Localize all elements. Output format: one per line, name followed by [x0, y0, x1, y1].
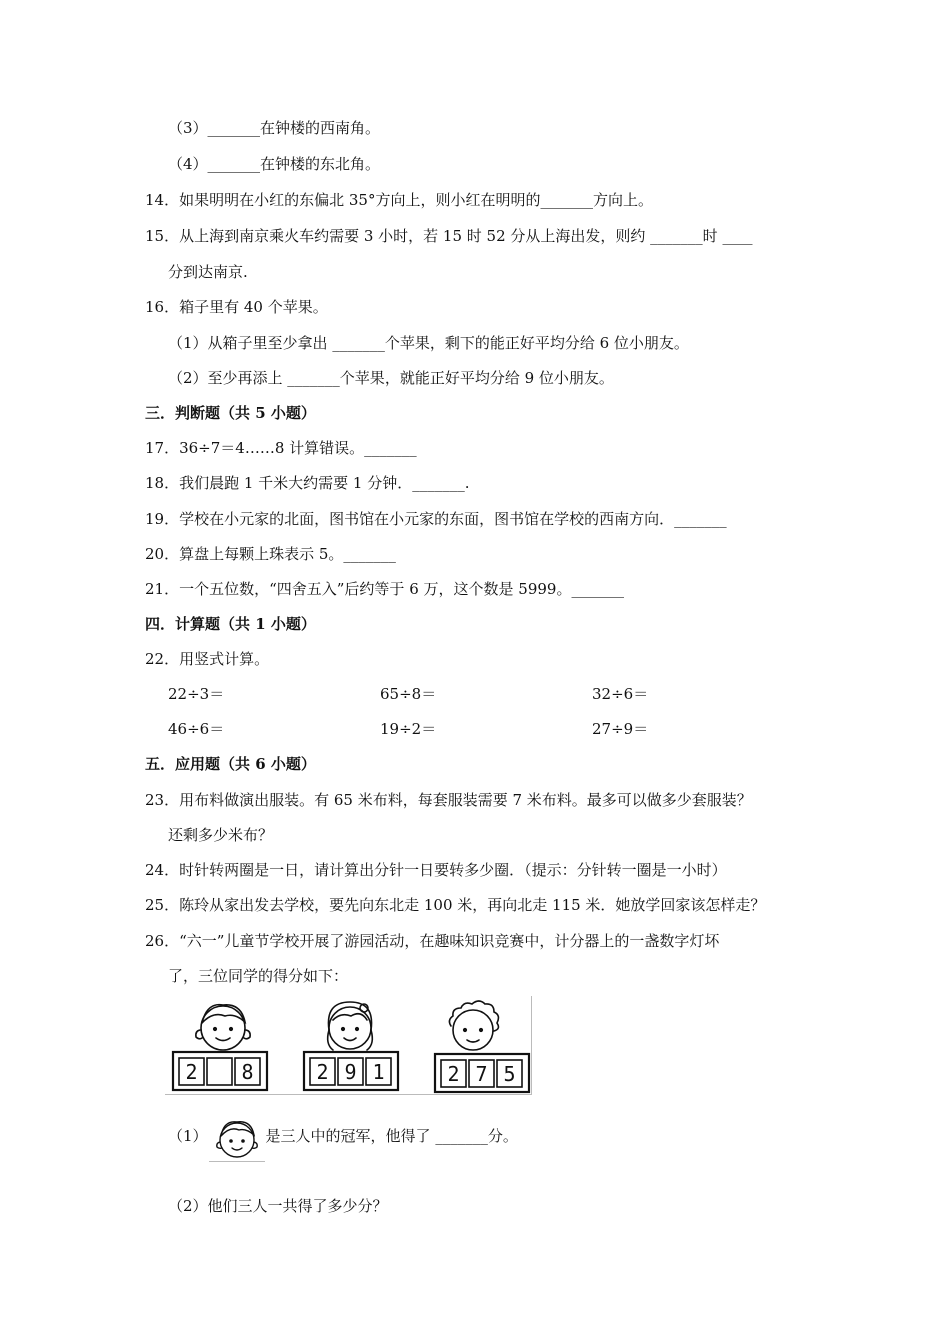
calc-item: 46÷6＝: [168, 720, 225, 738]
section-3-heading: 三．判断题（共 5 小题）: [145, 404, 316, 422]
girl-digit-2: 9: [344, 1060, 357, 1084]
q26-part2: （2）他们三人一共得了多少分？: [168, 1197, 388, 1215]
section-5-heading: 五．应用题（共 6 小题）: [145, 755, 316, 773]
question-21: 21．一个五位数，“四舍五入”后约等于 6 万，这个数是 5999。_______: [145, 580, 624, 598]
calc-item: 32÷6＝: [592, 685, 649, 703]
question-17: 17．36÷7＝4……8 计算错误。_______: [145, 439, 417, 457]
question-26-cont: 了，三位同学的得分如下：: [168, 967, 349, 985]
calc-item: 22÷3＝: [168, 685, 225, 703]
calc-item: 65÷8＝: [380, 685, 437, 703]
q16-part2: （2）至少再添上 _______个苹果，就能正好平均分给 9 位小朋友。: [168, 369, 614, 387]
curly-digit-1: 2: [447, 1062, 460, 1086]
q16-part1: （1）从箱子里至少拿出 _______个苹果，剩下的能正好平均分给 6 位小朋友。: [168, 334, 689, 352]
boy-face-icon: [196, 1005, 250, 1050]
q13-part4: （4）_______在钟楼的东北角。: [168, 155, 381, 173]
question-23: 23．用布料做演出服装。有 65 米布料，每套服装需要 7 米布料。最多可以做多少套服装？: [145, 791, 752, 809]
question-20: 20．算盘上每颗上珠表示 5。_______: [145, 545, 396, 563]
curly-hair-face-icon: [449, 1001, 498, 1050]
question-19: 19．学校在小元家的北面，图书馆在小元家的东面，图书馆在学校的西南方向．_______: [145, 510, 727, 528]
question-18: 18．我们晨跑 1 千米大约需要 1 分钟．_______.: [145, 474, 470, 492]
section-4-heading: 四．计算题（共 1 小题）: [145, 615, 316, 633]
q26-part1-text: 是三人中的冠军，他得了 _______分。: [265, 1127, 518, 1145]
girl-digit-3: 1: [372, 1060, 385, 1084]
score-panel-figure: [165, 996, 532, 1095]
girl-digit-1: 2: [316, 1060, 329, 1084]
question-24: 24．时针转两圈是一日，请计算出分针一日要转多少圈．（提示：分针转一圈是一小时）: [145, 861, 727, 879]
question-14: 14．如果明明在小红的东偏北 35°方向上，则小红在明明的_______方向上。: [145, 191, 653, 209]
question-23-cont: 还剩多少米布？: [168, 826, 274, 844]
question-16: 16．箱子里有 40 个苹果。: [145, 298, 328, 316]
boy-digit-1: 2: [185, 1060, 198, 1084]
score-panel-drawing: [165, 996, 531, 1094]
question-15-cont: 分到达南京.: [168, 263, 248, 281]
calc-item: 27÷9＝: [592, 720, 649, 738]
q26-part1-line: [168, 1110, 518, 1162]
girl-face-icon: [328, 1002, 373, 1050]
question-26: 26．“六一”儿童节学校开展了游园活动，在趣味知识竞赛中，计分器上的一盏数字灯坏: [145, 932, 720, 950]
q13-part3: （3）_______在钟楼的西南角。: [168, 119, 381, 137]
curly-digit-3: 5: [503, 1062, 516, 1086]
question-22: 22．用竖式计算。: [145, 650, 270, 668]
boy-digit-3: 8: [241, 1060, 254, 1084]
calc-item: 19÷2＝: [380, 720, 437, 738]
boy-face-inline-icon: [209, 1113, 265, 1162]
question-15: 15．从上海到南京乘火车约需要 3 小时，若 15 时 52 分从上海出发，则约 _______时 ____: [145, 227, 753, 245]
q26-part1-prefix: （1）: [168, 1127, 208, 1145]
question-25: 25．陈玲从家出发去学校，要先向东北走 100 米，再向北走 115 米．她放学回家该怎样走？: [145, 896, 766, 914]
curly-digit-2: 7: [475, 1062, 488, 1086]
